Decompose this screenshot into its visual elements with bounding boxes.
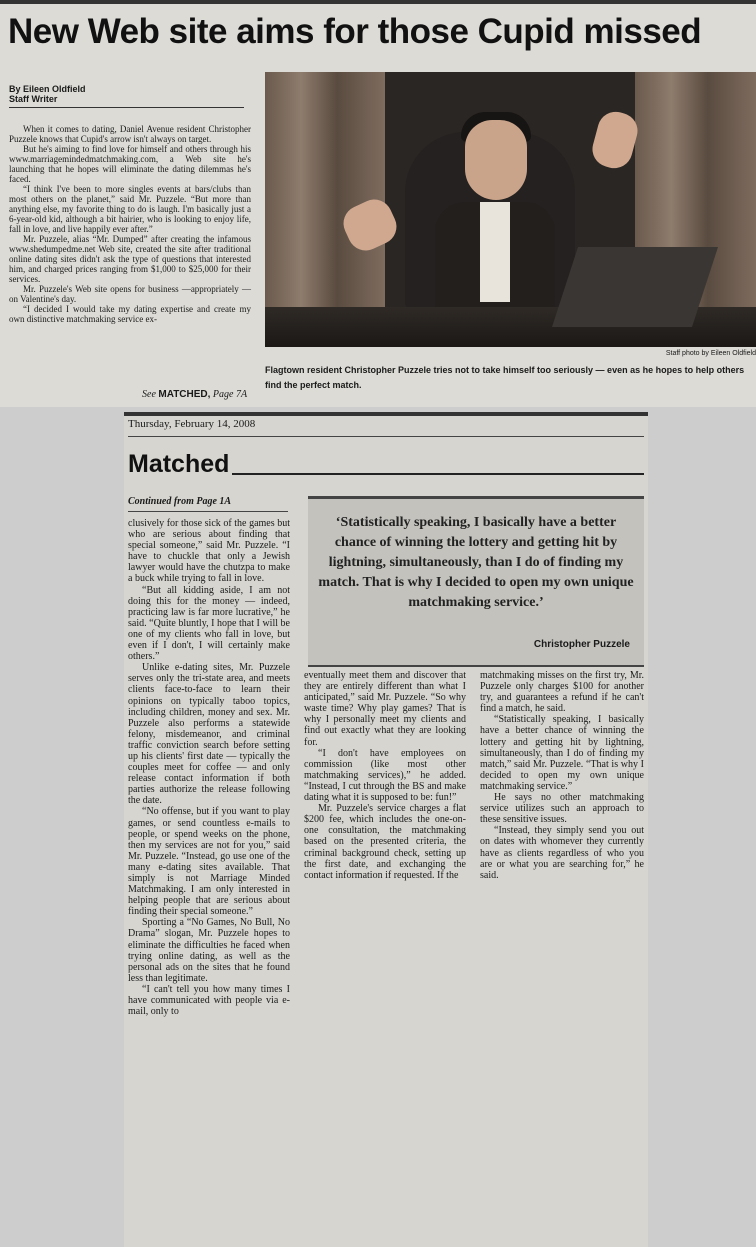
paragraph: Mr. Puzzele's Web site opens for business —appropriately — on Valentine's day. xyxy=(9,284,251,304)
title-rule xyxy=(232,473,644,475)
paragraph: eventually meet them and discover that they are entirely different than what I anticipated,” said Mr. Puzzele. “So why waste time? Why play games? That is why I personally meet my clients and find out exactly what they are looking for. xyxy=(304,670,466,748)
paragraph: “I think I've been to more singles events at bars/clubs than most others on the planet,” said Mr. Puzzele. “But more than anything else, my favorite thing to do is laugh. I'm basically just a 6-year-old kid, although a bit hairier, who is looking to enjoy life, fall in love, and live happily ever after.” xyxy=(9,184,251,234)
paragraph: “Instead, they simply send you out on dates with whomever they currently have as clients regardless of who you are or what you are searching for,” he said. xyxy=(480,825,644,881)
pull-quote-text: ‘Statistically speaking, I basically have a better chance of winning the lottery and getting hit by lightning, simultaneously, than I do of finding my match. That is why I decided to open my own unique matchmaking service.’ xyxy=(318,515,634,610)
top-rule xyxy=(0,0,756,4)
paragraph: Unlike e-dating sites, Mr. Puzzele serves only the tri-state area, and meets clients face-to-face to learn their opinions on typically taboo topics, including children, money and sex. Mr. Puzzele also performs a statewide felony, misdemeanor, and criminal traffic conviction search before setting up his clients' first date — typically the couples meet for coffee — and only release contact information if both parties authorize the release following the date. xyxy=(128,662,290,807)
paragraph: “I don't have employees on commission (like most other matchmaking services),” he added. “Instead, I cut through the BS and make dating what it is supposed to be: fun!” xyxy=(304,747,466,804)
right-hand xyxy=(588,108,641,172)
continued-rule xyxy=(128,511,288,512)
jump-page: Page 7A xyxy=(212,389,248,400)
paragraph: Sporting a “No Games, No Bull, No Drama” slogan, Mr. Puzzele hopes to eliminate the difficulties he faced when trying online dating, as well as the personal ads on the sites that he found less than legitimate. xyxy=(128,917,290,984)
news-photo xyxy=(265,72,756,347)
byline-name: By Eileen Oldfield xyxy=(9,84,86,94)
paragraph: Mr. Puzzele, alias “Mr. Dumped” after creating the infamous www.shedumpedme.net Web site, created the site after traditional online dating sites didn't ask the type of questions that interested him, and charged prices ranging from $1,000 to $25,000 for their services. xyxy=(9,234,251,284)
laptop xyxy=(552,247,718,327)
paragraph: When it comes to dating, Daniel Avenue resident Christopher Puzzele knows that Cupid's arrow isn't always on target. xyxy=(9,124,251,144)
headline: New Web site aims for those Cupid missed xyxy=(8,12,702,51)
pull-quote-attribution: Christopher Puzzele xyxy=(533,639,630,650)
continued-from: Continued from Page 1A xyxy=(128,496,232,507)
paragraph: clusively for those sick of the games but who are serious about finding that special someone,” said Mr. Puzzele. “I have to chuckle that only a Jewish lawyer would have the chutzpa to make a buck while trying to fall in love. xyxy=(128,518,290,585)
jump-label: MATCHED, xyxy=(158,389,211,400)
pull-quote xyxy=(308,496,644,667)
paragraph: “But all kidding aside, I am not doing this for the money — indeed, practicing law is far more lucrative,” he said. “Quite bluntly, I hope that I will be one of my clients who fall in love, but even if I don't, I will certainly make others.” xyxy=(128,584,290,663)
column-3 xyxy=(480,670,644,881)
front-page-clipping xyxy=(0,0,756,407)
byline xyxy=(9,84,244,108)
paragraph: “Statistically speaking, I basically have a better chance of winning the lottery and getting hit by lightning, simultaneously, than I do of finding my match,” said Mr. Puzzele. “That is why I decided to open my own unique matchmaking service.” xyxy=(480,714,644,792)
continuation-clipping xyxy=(124,412,648,1247)
paragraph: He says no other matchmaking service utilizes such an approach to these sensitive issues. xyxy=(480,792,644,826)
dateline: Thursday, February 14, 2008 xyxy=(128,418,256,430)
paragraph: Mr. Puzzele's service charges a flat $200 fee, which includes the one-on-one consultation, the matchmaking based on the presented criteria, the criminal background check, setting up the first date, and exchanging the contact information if requested. If the xyxy=(304,803,466,881)
jump-line xyxy=(142,389,247,400)
man-face xyxy=(465,120,527,200)
paragraph: “I decided I would take my dating expertise and create my own distinctive matchmaking service ex- xyxy=(9,304,251,324)
continuation-title: Matched xyxy=(128,450,230,478)
man-shirt xyxy=(480,202,510,302)
dateline-rule xyxy=(128,436,644,437)
photo-credit: Staff photo by Eileen Oldfield xyxy=(665,350,756,357)
photo-caption: Flagtown resident Christopher Puzzele tries not to take himself too seriously — even as he hopes to help others find the perfect match. xyxy=(265,365,745,390)
paragraph: matchmaking misses on the first try, Mr. Puzzele only charges $100 for another try, and guarantees a refund if he can't find a match, he said. xyxy=(480,670,644,715)
column-1 xyxy=(128,518,290,1017)
top-rule xyxy=(124,412,648,416)
paragraph: But he's aiming to find love for himself and others through his www.marriagemindedmatchmaking.com, a Web site he's launching that he hopes will eliminate the dating dilemmas he's faced. xyxy=(9,144,251,184)
paragraph: “I can't tell you how many times I have communicated with people via e-mail, only to xyxy=(128,983,290,1018)
jump-prefix: See xyxy=(142,389,156,400)
story-body xyxy=(9,124,251,324)
byline-title: Staff Writer xyxy=(9,94,58,104)
column-2 xyxy=(304,670,466,881)
paragraph: “No offense, but if you want to play games, or send countless e-mails to people, or spend weeks on the phone, then my services are not for you,” said Mr. Puzzele. “Instead, go use one of the many e-dating sites available. That simply is not Marriage Minded Matchmaking. I am only interested in helping people that are serious about finding their special someone.” xyxy=(128,806,290,918)
